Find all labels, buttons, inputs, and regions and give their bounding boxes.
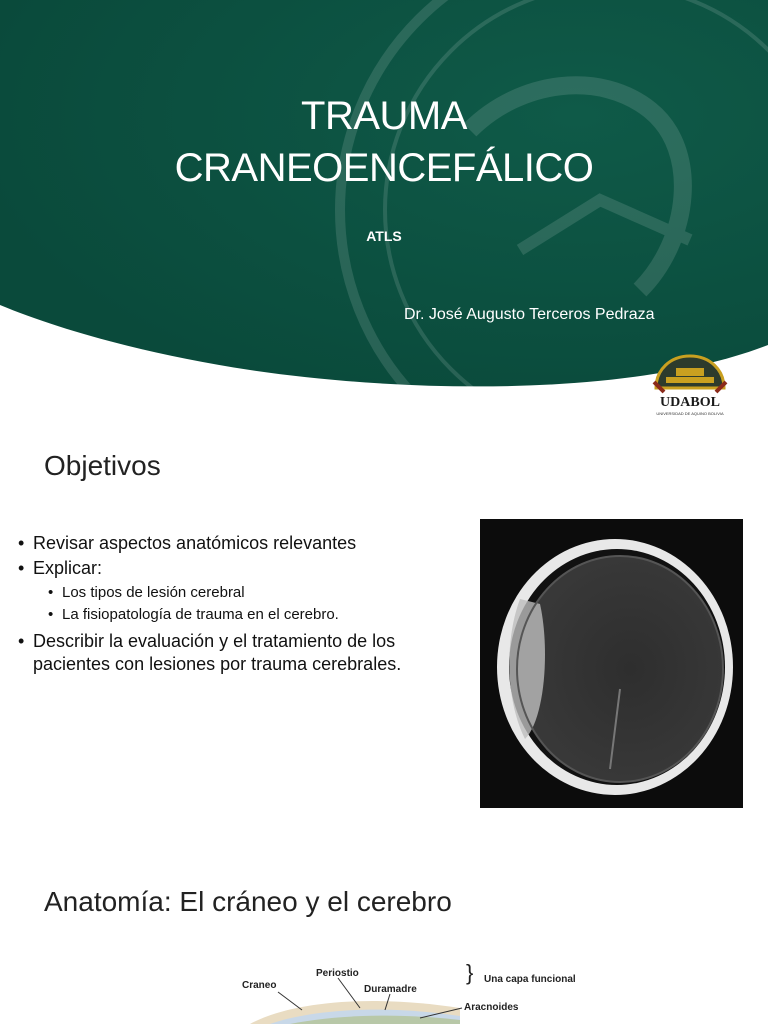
sub-bullet-item: • Los tipos de lesión cerebral	[18, 582, 428, 604]
ct-scan-image	[480, 519, 743, 808]
bullet-item: • Explicar:	[18, 557, 428, 580]
subtitle: ATLS	[366, 228, 402, 244]
logo-text: UDABOL	[660, 395, 720, 410]
title-line-1: TRAUMA	[301, 94, 467, 138]
bullet-item: • Revisar aspectos anatómicos relevantes	[18, 532, 428, 555]
label-capa-funcional: Una capa funcional	[484, 974, 576, 985]
label-aracnoides: Aracnoides	[464, 1002, 519, 1013]
anatomy-title: Anatomía: El cráneo y el cerebro	[44, 886, 452, 917]
bullet-item: • Describir la evaluación y el tratamiento de los pacientes con lesiones por trauma cerebrales.	[18, 630, 428, 676]
title-slide	[0, 0, 768, 420]
objectives-slide	[0, 426, 768, 836]
anatomy-slide	[0, 856, 768, 1024]
label-periostio: Periostio	[316, 968, 359, 979]
label-craneo: Craneo	[242, 980, 277, 991]
sub-bullet-item: • La fisiopatología de trauma en el cerebro.	[18, 604, 428, 626]
green-banner	[0, 0, 768, 390]
presentation-title	[0, 90, 768, 194]
title-line-2: CRANEOENCEFÁLICO	[174, 146, 594, 190]
brace-icon: }	[466, 960, 474, 985]
author-name: Dr. José Augusto Terceros Pedraza	[404, 306, 655, 323]
objectives-title: Objetivos	[44, 450, 161, 481]
label-duramadre: Duramadre	[364, 984, 417, 995]
logo-subtext: UNIVERSIDAD DE AQUINO BOLIVIA	[656, 411, 724, 416]
objectives-list	[18, 532, 428, 678]
meninges-diagram	[230, 962, 600, 1024]
